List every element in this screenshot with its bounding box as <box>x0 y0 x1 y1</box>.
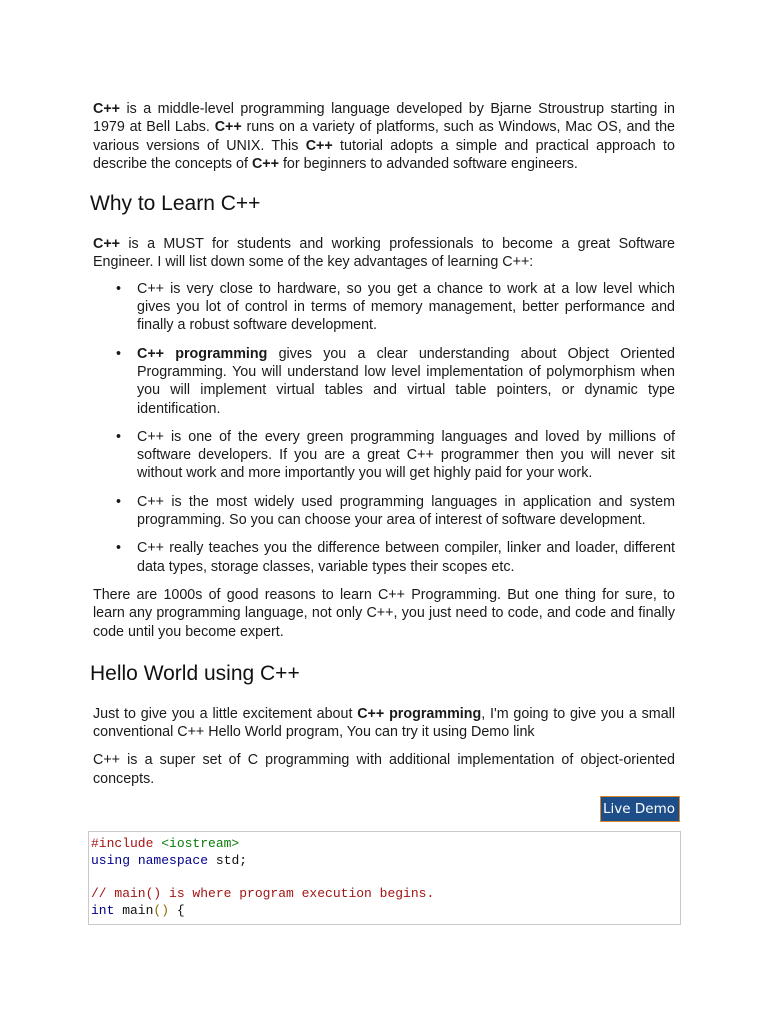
intro-cpp-bold: C++ <box>251 155 279 172</box>
code-token: std; <box>208 852 248 868</box>
why-lead-paragraph <box>93 235 675 272</box>
code-token <box>130 853 138 868</box>
code-token: () <box>153 903 170 919</box>
bullet-bold: C++ programming <box>137 345 268 362</box>
code-listing <box>89 832 680 920</box>
intro-text: tutorial adopts a simple and practical approach to describe the concepts of <box>93 137 675 172</box>
hello-bold: C++ programming <box>357 705 482 722</box>
list-item <box>93 428 675 483</box>
list-item <box>93 345 675 418</box>
list-item <box>93 493 675 530</box>
bullet-icon: • <box>116 540 122 557</box>
intro-paragraph <box>93 100 675 173</box>
bullet-icon: • <box>116 280 122 297</box>
bullet-text: C++ is very close to hardware, so you get a chance to work at a low level which gives you lot of control in terms of memory management, better performance and finally a robust software development. <box>137 280 675 334</box>
closing-paragraph: There are 1000s of good reasons to learn C++ Programming. But one thing for sure, to learn any programming language, not only C++, you just need to code, and code and finally code until you become expert. <box>93 586 675 640</box>
intro-cpp-bold: C++ <box>93 101 121 117</box>
code-token: using <box>91 852 131 868</box>
hello-text: , I'm going to give you a small conventional C++ Hello World program, You can try it using Demo link <box>93 705 676 741</box>
advantages-list <box>93 280 675 576</box>
bullet-icon: • <box>116 428 122 445</box>
intro-text: is a middle-level programming language developed by Bjarne Stroustrup starting in 1979 at Bell Labs. <box>93 101 675 136</box>
article-content <box>90 100 676 824</box>
intro-text: runs on a variety of platforms, such as Windows, Mac OS, and the various versions of UNIX. This <box>93 119 675 154</box>
hello-intro-paragraph <box>93 705 675 742</box>
code-comment: // main() is where program execution begins. <box>91 886 435 902</box>
why-learn-heading: Why to Learn C++ <box>90 192 261 216</box>
superset-paragraph: C++ is a super set of C programming with additional implementation of object-oriented concepts. <box>93 752 675 787</box>
intro-cpp-bold: C++ <box>214 119 242 136</box>
demo-row <box>93 796 675 824</box>
code-block <box>88 831 681 925</box>
hello-world-heading: Hello World using C++ <box>90 661 300 685</box>
code-token: main <box>114 903 154 919</box>
bullet-icon: • <box>116 493 122 510</box>
bullet-icon: • <box>116 345 122 362</box>
why-lead-text: is a MUST for students and working professionals to become a great Software Engineer. I will list down some of the key advantages of learning C++: <box>93 236 675 271</box>
code-token: int <box>91 903 115 919</box>
code-token: <iostream> <box>161 836 240 851</box>
hello-text: Just to give you a little excitement about <box>93 705 358 722</box>
why-cpp-bold: C++ <box>93 236 121 253</box>
bullet-text: C++ really teaches you the difference between compiler, linker and loader, different data types, storage classes, variable types their scopes etc. <box>137 540 675 575</box>
bullet-text: C++ is the most widely used programming languages in application and system programming. So you can choose your area of interest of software development. <box>137 493 675 529</box>
list-item <box>93 539 675 576</box>
intro-text: for beginners to advanded software engineers. <box>278 155 578 172</box>
live-demo-button[interactable]: Live Demo <box>600 796 680 822</box>
list-item <box>93 280 675 335</box>
bullet-text: C++ is one of the every green programming languages and loved by millions of software developers. If you are a great C++ programmer then you will never sit without work and more importantly you will get highly paid for your work. <box>137 428 675 482</box>
bullet-text: gives you a clear understanding about Object Oriented Programming. You will understand low level implementation of polymorphism when you will implement virtual tables and virtual table pointers, or dynamic type identification. <box>137 345 676 417</box>
code-token: #include <box>91 836 162 851</box>
code-token: { <box>169 903 185 919</box>
code-token: namespace <box>137 852 209 868</box>
intro-cpp-bold: C++ <box>305 137 333 154</box>
